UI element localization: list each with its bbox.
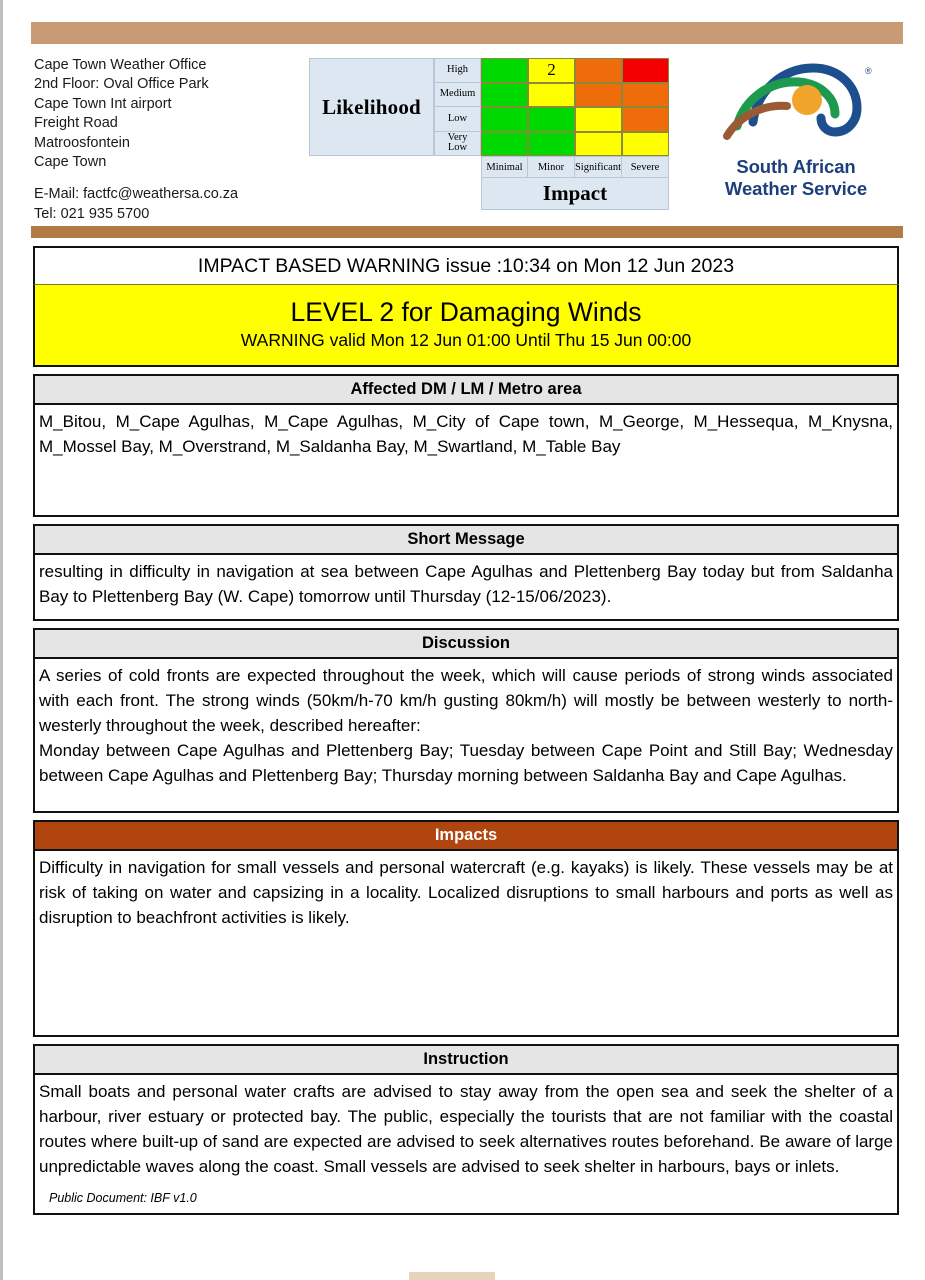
saws-logo [691, 60, 901, 210]
short-message-body [33, 555, 899, 621]
registered-trademark-icon: ® [865, 66, 872, 76]
risk-cell-2-3 [622, 107, 669, 132]
section-short-message [33, 524, 899, 621]
impact-level-minor: Minor [528, 156, 575, 178]
level-banner [33, 284, 899, 367]
risk-cell-1-3 [622, 83, 669, 108]
very-low-word-1: Very [447, 131, 468, 143]
office-line-3: Cape Town Int airport [34, 95, 172, 112]
risk-cell-3-0 [481, 132, 528, 157]
impact-axis-label: Impact [481, 178, 669, 210]
document-footnote: Public Document: IBF v1.0 [49, 1191, 197, 1205]
risk-cell-0-3 [622, 58, 669, 83]
office-telephone: Tel: 021 935 5700 [34, 205, 150, 222]
address-spacer [34, 172, 304, 185]
likelihood-level-very-low [434, 132, 481, 157]
office-address-block [34, 56, 304, 224]
affected-areas-body [33, 405, 899, 517]
discussion-paragraph-1: A series of cold fronts are expected throughout the week, which will cause periods of strong winds associated with each front. The strong winds (50km/h-70 km/h gusting 80km/h) will mostly be between westerly to north-westerly throughout the week, described hereafter: [39, 666, 893, 735]
top-banner [31, 22, 903, 44]
risk-cell-0-0 [481, 58, 528, 83]
likelihood-level-high: High [434, 58, 481, 83]
risk-cell-2-0 [481, 107, 528, 132]
discussion-paragraph-2: Monday between Cape Agulhas and Plettenberg Bay; Tuesday between Cape Point and Still Bay; Wednesday between Cape Agulhas and Plettenberg Bay; Thursday morning between Saldanha Bay and Cape Agulhas. [39, 741, 893, 785]
warning-body [33, 246, 899, 1215]
impacts-heading: Impacts [33, 820, 899, 851]
discussion-body [33, 659, 899, 813]
section-impacts [33, 820, 899, 1037]
very-low-word-2: Low [447, 142, 468, 154]
section-discussion [33, 628, 899, 813]
logo-swirl-icon [721, 60, 871, 152]
saws-logo-mark [721, 60, 871, 157]
impacts-body [33, 851, 899, 1037]
issue-header: IMPACT BASED WARNING issue :10:34 on Mon 12 Jun 2023 [33, 246, 899, 284]
header-divider-bar [31, 226, 903, 238]
short-message-text: resulting in difficulty in navigation at sea between Cape Agulhas and Plettenberg Bay today but from Saldanha Bay to Plettenberg Bay (W. Cape) tomorrow until Thursday (12-15/06/2023). [39, 562, 893, 606]
impact-level-severe: Severe [622, 156, 669, 178]
risk-matrix-grid [481, 58, 669, 156]
impact-level-labels [481, 156, 669, 178]
short-message-heading: Short Message [33, 524, 899, 555]
page-bottom-tab [409, 1272, 495, 1280]
office-line-1: Cape Town Weather Office [34, 57, 207, 73]
risk-cell-1-1 [528, 83, 575, 108]
risk-cell-0-2 [575, 58, 622, 83]
affected-areas-heading: Affected DM / LM / Metro area [33, 374, 899, 405]
section-affected-areas [33, 374, 899, 517]
risk-cell-1-2 [575, 83, 622, 108]
instruction-body [33, 1075, 899, 1215]
office-email: E-Mail: factfc@weathersa.co.za [34, 186, 239, 203]
office-line-5: Matroosfontein [34, 134, 130, 151]
office-line-2: 2nd Floor: Oval Office Park [34, 76, 209, 93]
risk-cell-3-1 [528, 132, 575, 157]
document-header [31, 52, 903, 230]
level-title: LEVEL 2 for Damaging Winds [290, 297, 642, 327]
risk-cell-2-1 [528, 107, 575, 132]
instruction-heading: Instruction [33, 1044, 899, 1075]
risk-cell-3-3 [622, 132, 669, 157]
office-line-6: Cape Town [34, 154, 107, 171]
saws-logo-line-1: South African [736, 156, 856, 177]
office-line-4: Freight Road [34, 115, 118, 132]
section-instruction [33, 1044, 899, 1215]
risk-cell-0-1 [528, 58, 575, 83]
level-validity: WARNING valid Mon 12 Jun 01:00 Until Thu 15 Jun 00:00 [240, 330, 692, 350]
instruction-text: Small boats and personal water crafts are advised to stay away from the open sea and seek the shelter of a harbour, river estuary or protected bay. The public, especially the tourists that are not familiar with the coastal routes where built-up of sand are expected are advised to seek alternatives routes beforehand. Be aware of large unpredictable waves along the coast. Small vessels are advised to seek shelter in harbours, bays or inlets. [39, 1082, 893, 1176]
impacts-text: Difficulty in navigation for small vessels and personal watercraft (e.g. kayaks) is likely. These vessels may be at risk of taking on water and capsizing in a locality. Localized disruptions to small harbours and ports as well as disruption to beachfront activities is likely. [39, 858, 893, 927]
risk-cell-3-2 [575, 132, 622, 157]
affected-areas-text: M_Bitou, M_Cape Agulhas, M_Cape Agulhas, M_City of Cape town, M_George, M_Hessequa, M_Knysna, M_Mossel Bay, M_Overstrand, M_Saldanha Bay, M_Swartland, M_Table Bay [39, 412, 893, 456]
saws-logo-text [691, 156, 901, 200]
likelihood-level-medium: Medium [434, 83, 481, 108]
impact-level-significant: Significant [575, 156, 622, 178]
risk-cell-1-0 [481, 83, 528, 108]
impact-level-minimal: Minimal [481, 156, 528, 178]
saws-logo-line-2: Weather Service [724, 178, 868, 199]
risk-cell-2-2 [575, 107, 622, 132]
likelihood-level-labels [434, 58, 481, 156]
discussion-heading: Discussion [33, 628, 899, 659]
risk-matrix [309, 58, 669, 214]
risk-level-marker: 2 [547, 60, 556, 80]
likelihood-axis-text: Likelihood [322, 94, 421, 119]
likelihood-axis-label [309, 58, 434, 156]
likelihood-level-low: Low [434, 107, 481, 132]
